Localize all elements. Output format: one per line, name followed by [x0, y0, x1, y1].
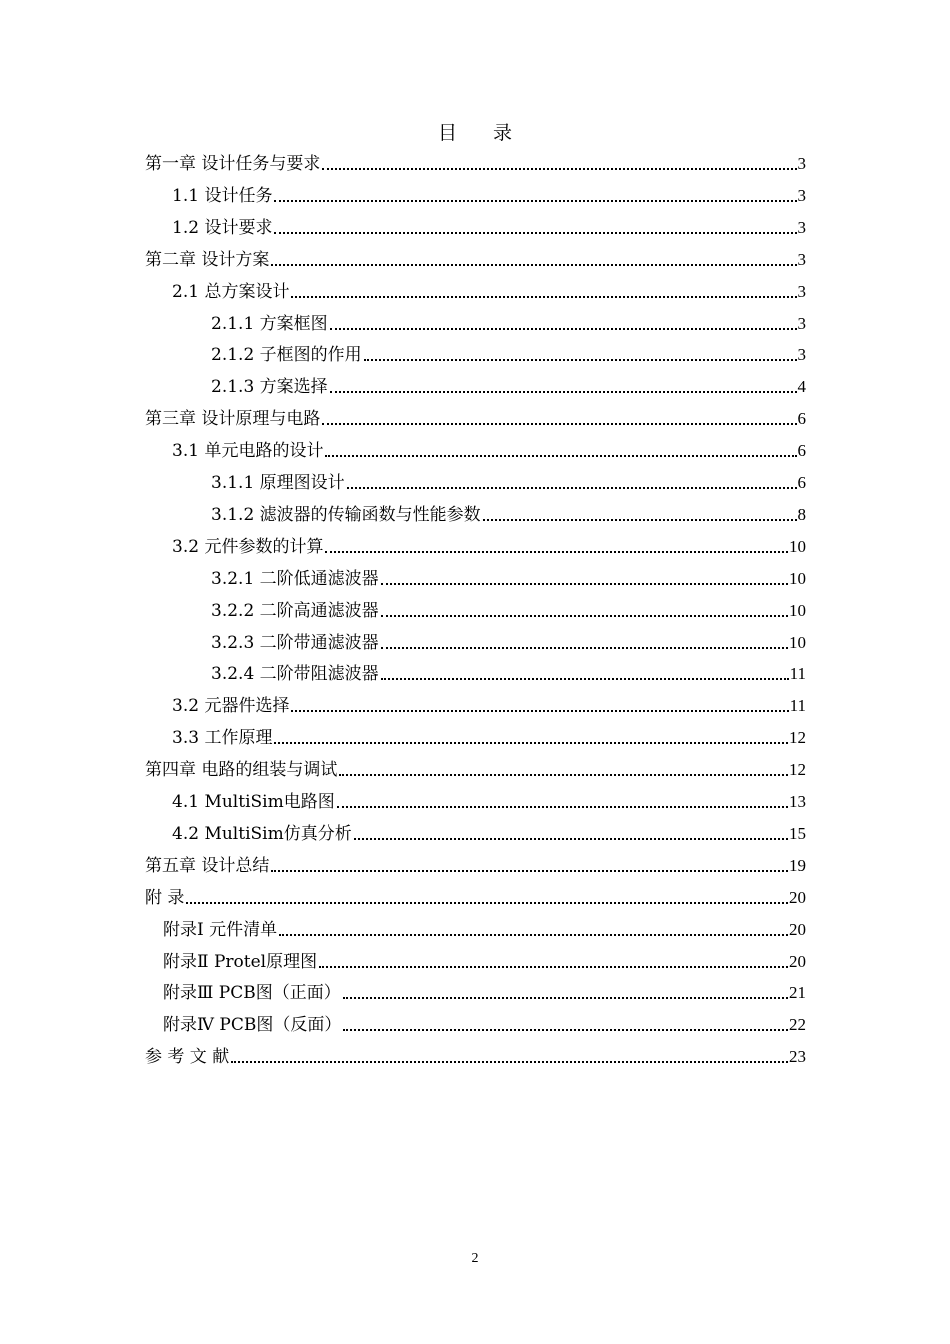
toc-entry-label: 附录Ⅰ 元件清单: [163, 919, 278, 940]
toc-entry-label: 3.2 元器件选择: [172, 696, 290, 717]
toc-entry-label: 第二章 设计方案: [145, 249, 270, 270]
toc-entry-label: 3.1.1 原理图设计: [211, 473, 345, 493]
toc-entry-label: 附录Ⅱ Protel原理图: [163, 951, 318, 972]
page-footer-number: 2: [471, 1251, 479, 1266]
toc-dot-leader: [325, 551, 788, 553]
toc-entry-label: 3.1 单元电路的设计: [172, 441, 324, 462]
toc-entry-page-number: 10: [789, 568, 806, 588]
toc-dot-leader: [186, 902, 788, 904]
toc-entry-page-number: 20: [789, 919, 806, 939]
toc-entry-page-number: 22: [789, 1015, 806, 1035]
toc-dot-leader: [381, 678, 789, 680]
toc-entry-label: 3.2 元件参数的计算: [172, 536, 324, 557]
toc-dot-leader: [364, 359, 797, 361]
toc-entry[interactable]: [211, 467, 806, 495]
toc-entry-label: 第三章 设计原理与电路: [145, 409, 321, 430]
toc-entry-label: 2.1.3 方案选择: [211, 377, 328, 398]
toc-entry[interactable]: [211, 371, 806, 399]
toc-entry[interactable]: [172, 180, 806, 208]
toc-entry[interactable]: [145, 754, 806, 782]
toc-entry[interactable]: [172, 276, 806, 304]
toc-dot-leader: [343, 1029, 788, 1031]
toc-entry-page-number: 11: [789, 696, 806, 716]
toc-dot-leader: [291, 710, 788, 712]
toc-dot-leader: [381, 615, 788, 617]
toc-dot-leader: [231, 1061, 788, 1063]
toc-entry-page-number: 8: [797, 504, 806, 524]
toc-entry[interactable]: [163, 914, 806, 942]
toc-entry-page-number: 20: [789, 951, 806, 971]
toc-entry[interactable]: [172, 212, 806, 240]
toc-title-char-1: 目: [437, 122, 457, 144]
toc-entry-page-number: 15: [789, 823, 806, 843]
toc-entry-label: 4.2 MultiSim仿真分析: [172, 823, 352, 844]
toc-entry-page-number: 13: [789, 792, 806, 811]
toc-entry-label: 2.1 总方案设计: [172, 281, 290, 302]
toc-dot-leader: [330, 328, 797, 330]
toc-entry-label: 附 录: [145, 887, 185, 908]
toc-entry-label: 1.1 设计任务: [172, 185, 273, 206]
toc-entry-page-number: 6: [797, 473, 806, 492]
toc-dot-leader: [291, 296, 796, 298]
toc-entry-page-number: 3: [797, 281, 806, 301]
toc-entry-label: 附录Ⅳ PCB图（反面）: [163, 1015, 342, 1036]
toc-entry[interactable]: [145, 148, 806, 176]
toc-entry-label: 3.2.4 二阶带阻滤波器: [211, 664, 379, 685]
toc-entry[interactable]: [145, 1041, 806, 1069]
toc-entry[interactable]: [172, 722, 806, 750]
toc-entry-label: 3.2.2 二阶高通滤波器: [211, 600, 379, 621]
toc-entry-page-number: 4: [797, 377, 806, 397]
toc-entry[interactable]: [211, 563, 806, 591]
toc-entry-label: 第四章 电路的组装与调试: [145, 760, 338, 781]
toc-entry-page-number: 6: [797, 441, 806, 461]
toc-entry[interactable]: [163, 946, 806, 974]
toc-entry-label: 4.1 MultiSim电路图: [172, 792, 335, 812]
toc-entry[interactable]: [172, 531, 806, 559]
toc-dot-leader: [343, 997, 788, 999]
toc-dot-leader: [322, 168, 796, 170]
toc-entry-label: 2.1.2 子框图的作用: [211, 345, 362, 366]
toc-entry-label: 附录Ⅲ PCB图（正面）: [163, 983, 341, 1004]
toc-dot-leader: [325, 455, 796, 457]
toc-entry[interactable]: [145, 403, 806, 431]
toc-entry[interactable]: [211, 308, 806, 336]
toc-dot-leader: [271, 870, 788, 872]
toc-entry-label: 1.2 设计要求: [172, 217, 273, 238]
toc-dot-leader: [347, 487, 797, 489]
toc-entry-page-number: 10: [789, 536, 806, 556]
toc-entry[interactable]: [211, 339, 806, 367]
toc-dot-leader: [337, 806, 788, 808]
toc-dot-leader: [339, 774, 788, 776]
toc-entry-page-number: 23: [789, 1047, 806, 1067]
toc-entry-page-number: 20: [789, 887, 806, 907]
toc-dot-leader: [381, 583, 788, 585]
toc-dot-leader: [274, 232, 796, 234]
toc-entry[interactable]: [163, 1009, 806, 1037]
toc-title: [0, 118, 950, 145]
toc-entry-label: 3.1.2 滤波器的传输函数与性能参数: [211, 504, 481, 525]
toc-entry[interactable]: [145, 850, 806, 878]
toc-entry[interactable]: [145, 882, 806, 910]
toc-dot-leader: [271, 264, 796, 266]
toc-entry-page-number: 21: [789, 983, 806, 1003]
toc-entry-page-number: 3: [797, 345, 806, 365]
toc-entry[interactable]: [145, 244, 806, 272]
toc-entry-label: 参 考 文 献: [145, 1047, 230, 1068]
toc-entry-page-number: 12: [789, 728, 806, 748]
toc-entry[interactable]: [211, 499, 806, 527]
toc-entry-label: 第五章 设计总结: [145, 855, 270, 876]
toc-entry[interactable]: [172, 690, 806, 718]
toc-entry-label: 3.2.1 二阶低通滤波器: [211, 568, 379, 589]
toc-title-char-2: 录: [493, 122, 513, 144]
toc-dot-leader: [274, 200, 796, 202]
toc-dot-leader: [381, 647, 788, 649]
toc-dot-leader: [330, 391, 797, 393]
toc-entry-label: 2.1.1 方案框图: [211, 313, 328, 334]
toc-entry-page-number: 6: [797, 409, 806, 429]
toc-entry-page-number: 19: [789, 855, 806, 875]
toc-entry-page-number: 12: [789, 760, 806, 780]
toc-dot-leader: [274, 742, 788, 744]
toc-dot-leader: [354, 838, 788, 840]
toc-entry[interactable]: [172, 786, 806, 814]
toc-entry[interactable]: [172, 435, 806, 463]
toc-entry[interactable]: [172, 818, 806, 846]
toc-entry-page-number: 3: [797, 313, 806, 333]
toc-entry-page-number: 3: [797, 249, 806, 269]
toc-dot-leader: [322, 423, 796, 425]
toc-entry-label: 3.3 工作原理: [172, 728, 273, 749]
toc-entry[interactable]: [163, 977, 806, 1005]
toc-entry-page-number: 11: [789, 664, 806, 684]
toc-entry-label: 3.2.3 二阶带通滤波器: [211, 632, 379, 653]
toc-dot-leader: [483, 519, 797, 521]
toc-entry[interactable]: [211, 627, 806, 655]
toc-entry-page-number: 3: [797, 154, 806, 173]
toc-entry-page-number: 3: [797, 217, 806, 237]
toc-entry-label: 第一章 设计任务与要求: [145, 154, 321, 174]
toc-entry[interactable]: [211, 595, 806, 623]
toc-dot-leader: [319, 966, 788, 968]
toc-entry[interactable]: [211, 658, 806, 686]
toc-entry-page-number: 3: [797, 185, 806, 205]
toc-entry-page-number: 10: [789, 632, 806, 652]
toc-entry-page-number: 10: [789, 600, 806, 620]
toc-dot-leader: [279, 934, 788, 936]
